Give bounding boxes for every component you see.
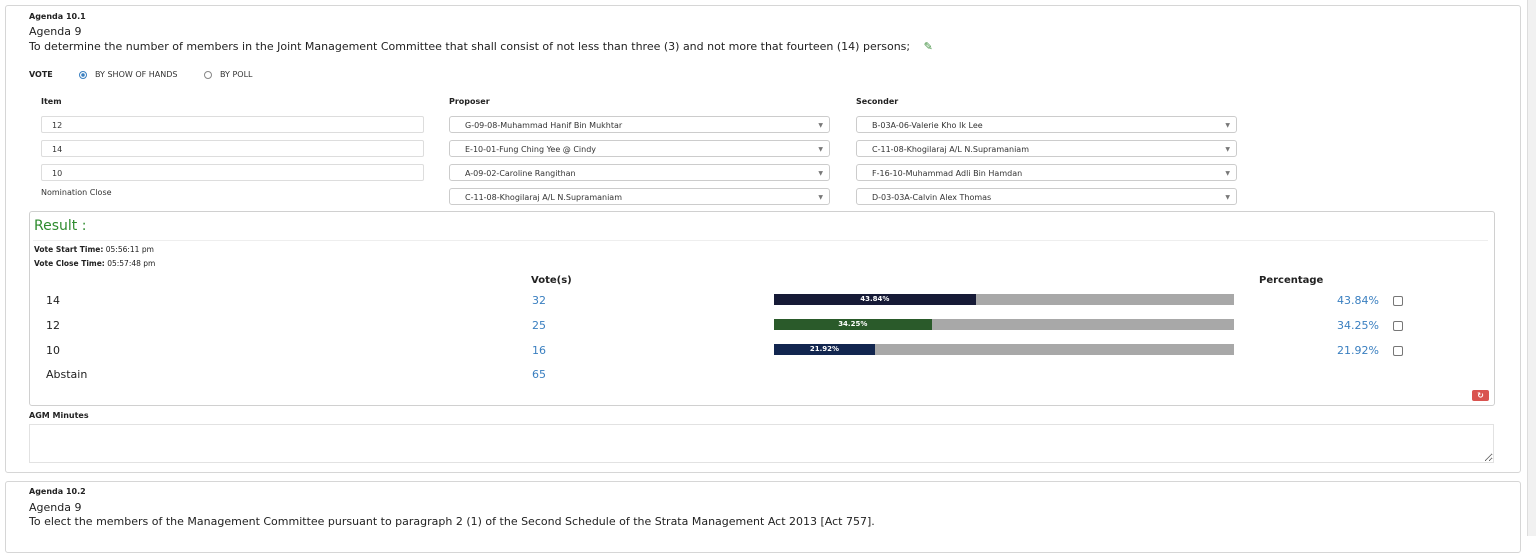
header-seconder: Seconder <box>856 97 899 106</box>
agm-minutes-label: AGM Minutes <box>29 411 89 420</box>
proposer-select[interactable] <box>449 164 830 181</box>
result-title: Result : <box>34 218 87 234</box>
select-value: A-09-02-Caroline Rangithan <box>465 169 576 178</box>
caret-down-icon: ▼ <box>1225 170 1230 177</box>
start-label: Vote Start Time: <box>34 245 104 254</box>
votes-header: Vote(s) <box>531 275 572 286</box>
item-input[interactable]: 14 <box>41 140 424 157</box>
caret-down-icon: ▼ <box>1225 122 1230 129</box>
percentage-header: Percentage <box>1259 275 1324 286</box>
progress-fill <box>774 319 932 330</box>
agenda-title: Agenda 9 <box>29 25 82 38</box>
radio-show-of-hands[interactable] <box>79 71 87 79</box>
agm-minutes-textarea[interactable] <box>29 424 1494 463</box>
radio-by-poll[interactable] <box>204 71 212 79</box>
progress-label: 34.25% <box>838 320 868 328</box>
agenda-description: To elect the members of the Management Committee pursuant to paragraph 2 (1) of the Second Schedule of the Strata Management Act 2013 [Act 757]. <box>29 515 875 528</box>
nomination-seconder-select[interactable] <box>856 188 1237 205</box>
caret-down-icon: ▼ <box>1225 146 1230 153</box>
close-label: Vote Close Time: <box>34 259 105 268</box>
refresh-button[interactable] <box>1472 390 1489 401</box>
progress-label: 21.92% <box>809 345 839 353</box>
proposer-select[interactable] <box>449 116 830 133</box>
header-proposer: Proposer <box>449 97 490 106</box>
caret-down-icon: ▼ <box>818 146 823 153</box>
item-input[interactable]: 10 <box>41 164 424 181</box>
result-option: 12 <box>46 319 60 332</box>
seconder-select[interactable] <box>856 116 1237 133</box>
close-time: 05:57:48 pm <box>107 259 156 268</box>
result-option: 10 <box>46 344 60 357</box>
select-value: C-11-08-Khogilaraj A/L N.Supramaniam <box>465 193 622 202</box>
result-votes[interactable]: 16 <box>532 344 546 357</box>
caret-down-icon: ▼ <box>818 122 823 129</box>
abstain-label: Abstain <box>46 368 88 381</box>
vote-close-time <box>34 259 155 268</box>
scrollbar[interactable] <box>1527 0 1536 536</box>
result-percentage: 21.92% <box>1337 344 1379 357</box>
radio-show-of-hands-label: BY SHOW OF HANDS <box>95 70 178 79</box>
result-checkbox[interactable] <box>1393 346 1403 356</box>
agenda-label: Agenda 10.1 <box>29 12 86 21</box>
refresh-icon: ↻ <box>1477 391 1484 400</box>
nomination-close-label: Nomination Close <box>41 188 112 197</box>
progress-fill <box>774 344 875 355</box>
divider <box>33 240 1488 241</box>
seconder-select[interactable] <box>856 140 1237 157</box>
nomination-proposer-select[interactable] <box>449 188 830 205</box>
proposer-select[interactable] <box>449 140 830 157</box>
select-value: E-10-01-Fung Ching Yee @ Cindy <box>465 145 597 154</box>
caret-down-icon: ▼ <box>818 194 823 201</box>
progress-fill <box>774 294 976 305</box>
progress-bar <box>774 344 1234 355</box>
edit-icon[interactable]: ✎ <box>923 40 933 53</box>
result-percentage: 43.84% <box>1337 294 1379 307</box>
result-votes[interactable]: 25 <box>532 319 546 332</box>
vote-start-time <box>34 245 154 254</box>
agenda-title: Agenda 9 <box>29 501 82 514</box>
select-value: B-03A-06-Valerie Kho Ik Lee <box>872 121 983 130</box>
radio-by-poll-label: BY POLL <box>220 70 253 79</box>
result-percentage: 34.25% <box>1337 319 1379 332</box>
agenda-description <box>29 40 933 53</box>
start-time: 05:56:11 pm <box>105 245 154 254</box>
result-option: 14 <box>46 294 60 307</box>
agenda-description-text: To determine the number of members in the Joint Management Committee that shall consist of not less than three (3) and not more that fourteen (14) persons; <box>29 40 911 53</box>
header-item: Item <box>41 97 62 106</box>
select-value: D-03-03A-Calvin Alex Thomas <box>872 193 992 202</box>
result-checkbox[interactable] <box>1393 321 1403 331</box>
result-checkbox[interactable] <box>1393 296 1403 306</box>
select-value: F-16-10-Muhammad Adli Bin Hamdan <box>872 169 1023 178</box>
progress-bar <box>774 319 1234 330</box>
caret-down-icon: ▼ <box>1225 194 1230 201</box>
result-votes[interactable]: 32 <box>532 294 546 307</box>
progress-label: 43.84% <box>860 295 890 303</box>
vote-label: VOTE <box>29 70 53 79</box>
abstain-votes[interactable]: 65 <box>532 368 546 381</box>
seconder-select[interactable] <box>856 164 1237 181</box>
caret-down-icon: ▼ <box>818 170 823 177</box>
item-input[interactable]: 12 <box>41 116 424 133</box>
agenda-label: Agenda 10.2 <box>29 487 86 496</box>
select-value: G-09-08-Muhammad Hanif Bin Mukhtar <box>465 121 623 130</box>
select-value: C-11-08-Khogilaraj A/L N.Supramaniam <box>872 145 1029 154</box>
progress-bar <box>774 294 1234 305</box>
